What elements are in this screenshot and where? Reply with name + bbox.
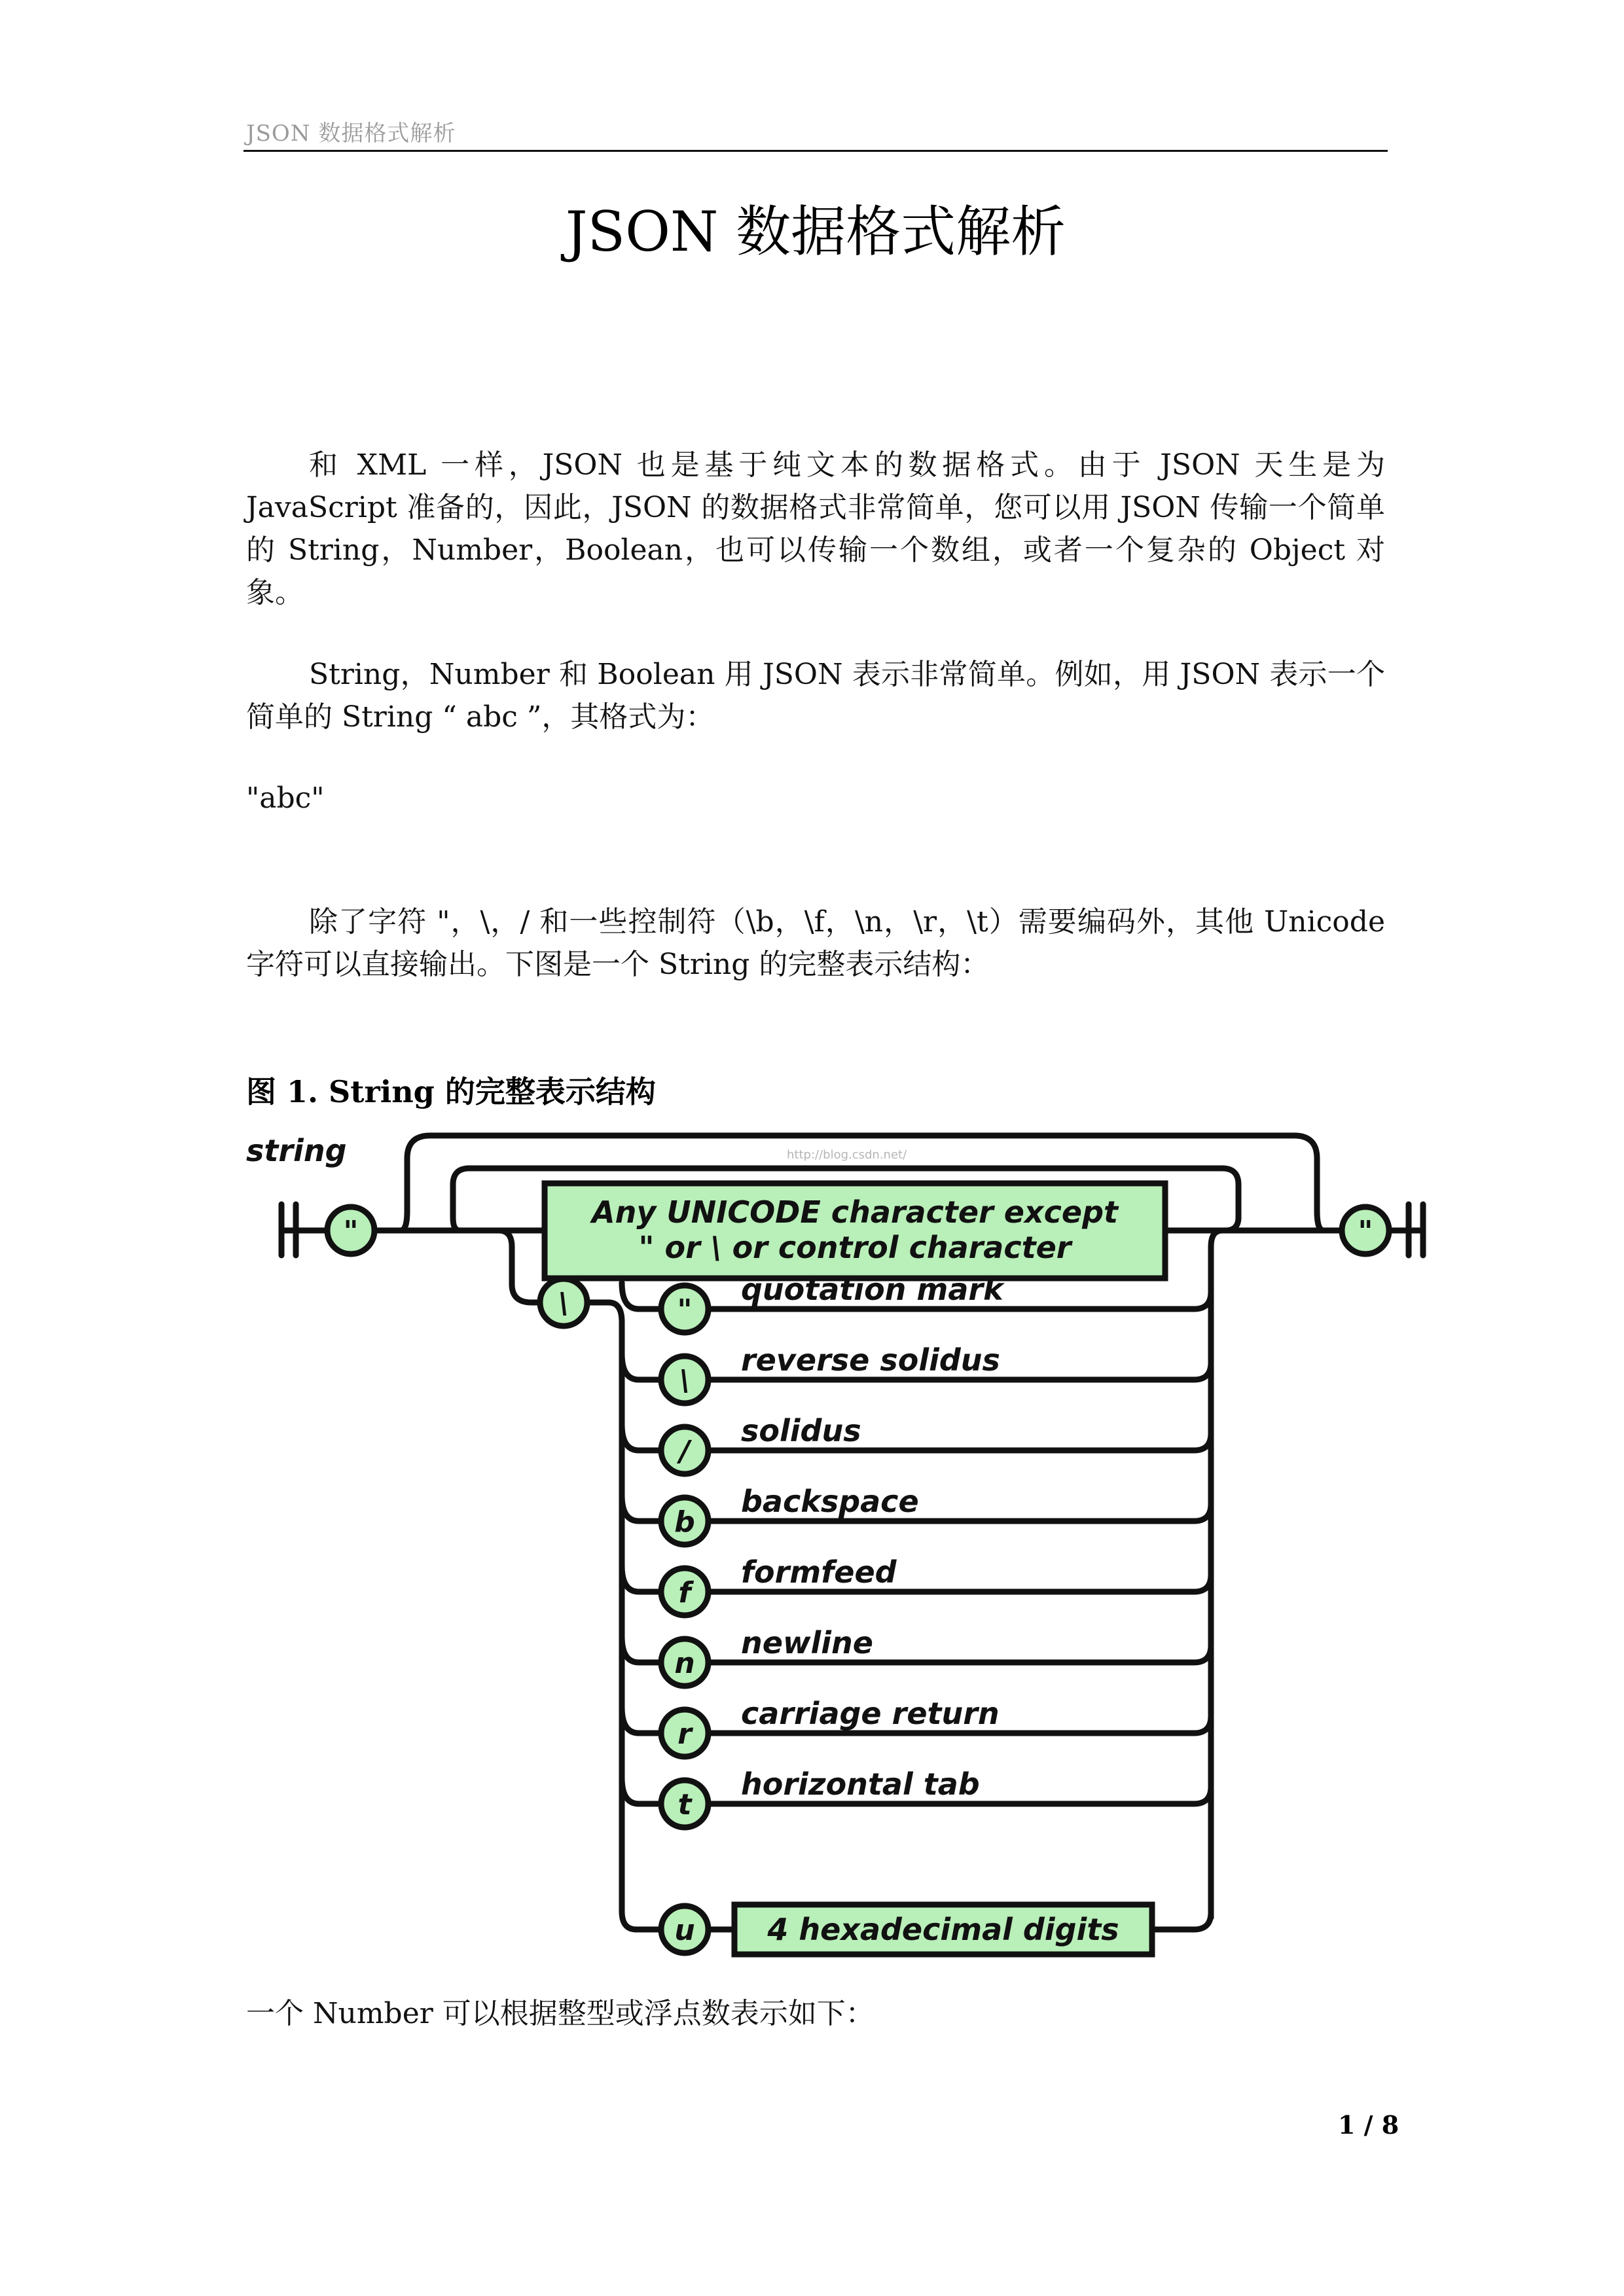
escape-branch-backspace xyxy=(622,1495,661,1521)
header-divider xyxy=(244,150,1388,152)
escape-label-quotation-mark: quotation mark xyxy=(741,1272,1003,1307)
escape-char-carriage-return: r xyxy=(677,1717,692,1751)
page-number: 1 / 8 xyxy=(1338,2110,1399,2140)
escape-char-reverse-solidus: \ xyxy=(679,1364,691,1397)
escape-branch-carriage-return xyxy=(622,1707,661,1733)
main-box-line-2: " or \ or control character xyxy=(638,1230,1072,1265)
paragraph-intro: 和 XML 一样，JSON 也是基于纯文本的数据格式。由于 JSON 天生是为 JavaScript 准备的，因此，JSON 的数据格式非常简单，您可以用 JSON 传输一个简单的 String，Number，Boolean，也可以传输一个数组，或者一个复杂的 Object 对象。 xyxy=(246,448,1385,609)
escape-label-formfeed: formfeed xyxy=(741,1554,897,1590)
escape-branch-solidus xyxy=(622,1424,661,1450)
close-quote-char: " xyxy=(1358,1215,1373,1248)
escape-char-horizontal-tab: t xyxy=(677,1788,692,1821)
escape-label-carriage-return: carriage return xyxy=(741,1696,1000,1731)
escape-label-backspace: backspace xyxy=(741,1484,919,1519)
paragraph-escapes: 除了字符 "，\，/ 和一些控制符（\b，\f，\n，\r，\t）需要编码外，其他 Unicode 字符可以直接输出。下图是一个 String 的完整表示结构： xyxy=(246,905,1385,981)
escape-branch-newline xyxy=(622,1636,661,1662)
open-quote-char: " xyxy=(343,1215,359,1248)
escape-char-newline: n xyxy=(674,1647,695,1680)
hex-digits-label: 4 hexadecimal digits xyxy=(767,1912,1119,1947)
backslash-char: \ xyxy=(558,1287,569,1320)
diagram-label: string xyxy=(246,1133,347,1168)
escape-branch-quotation-mark xyxy=(622,1283,661,1309)
main-box-line-1: Any UNICODE character except xyxy=(592,1194,1118,1230)
hex-branch-in xyxy=(622,1911,660,1929)
escape-branch-reverse-solidus xyxy=(622,1354,661,1380)
string-railroad-diagram xyxy=(244,1113,1448,1983)
closing-line: 一个 Number 可以根据整型或浮点数表示如下： xyxy=(246,1997,875,2030)
escape-label-solidus: solidus xyxy=(741,1413,861,1448)
escape-branch-formfeed xyxy=(622,1566,661,1592)
figure-caption: 图 1. String 的完整表示结构 xyxy=(246,1074,656,1109)
escape-branch-in xyxy=(499,1230,539,1302)
escape-branch-horizontal-tab xyxy=(622,1778,661,1804)
escape-char-formfeed: f xyxy=(678,1576,691,1609)
escape-label-reverse-solidus: reverse solidus xyxy=(741,1342,1000,1378)
escape-char-solidus: / xyxy=(679,1435,691,1468)
page-title: JSON 数据格式解析 xyxy=(565,200,1066,264)
code-example: "abc" xyxy=(246,781,325,815)
escape-label-horizontal-tab: horizontal tab xyxy=(741,1767,980,1802)
escape-char-backspace: b xyxy=(674,1505,695,1539)
running-header: JSON 数据格式解析 xyxy=(246,120,456,147)
watermark: http://blog.csdn.net/ xyxy=(787,1148,907,1162)
escape-char-quotation-mark: " xyxy=(677,1293,693,1327)
hex-u-char: u xyxy=(674,1914,695,1947)
escape-label-newline: newline xyxy=(741,1625,873,1660)
hex-branch-out xyxy=(1152,1912,1211,1929)
escape-trunk-left xyxy=(588,1302,622,1911)
paragraph-string-example: String，Number 和 Boolean 用 JSON 表示非常简单。例如，用 JSON 表示一个简单的 String “ abc ”，其格式为： xyxy=(246,658,1385,734)
